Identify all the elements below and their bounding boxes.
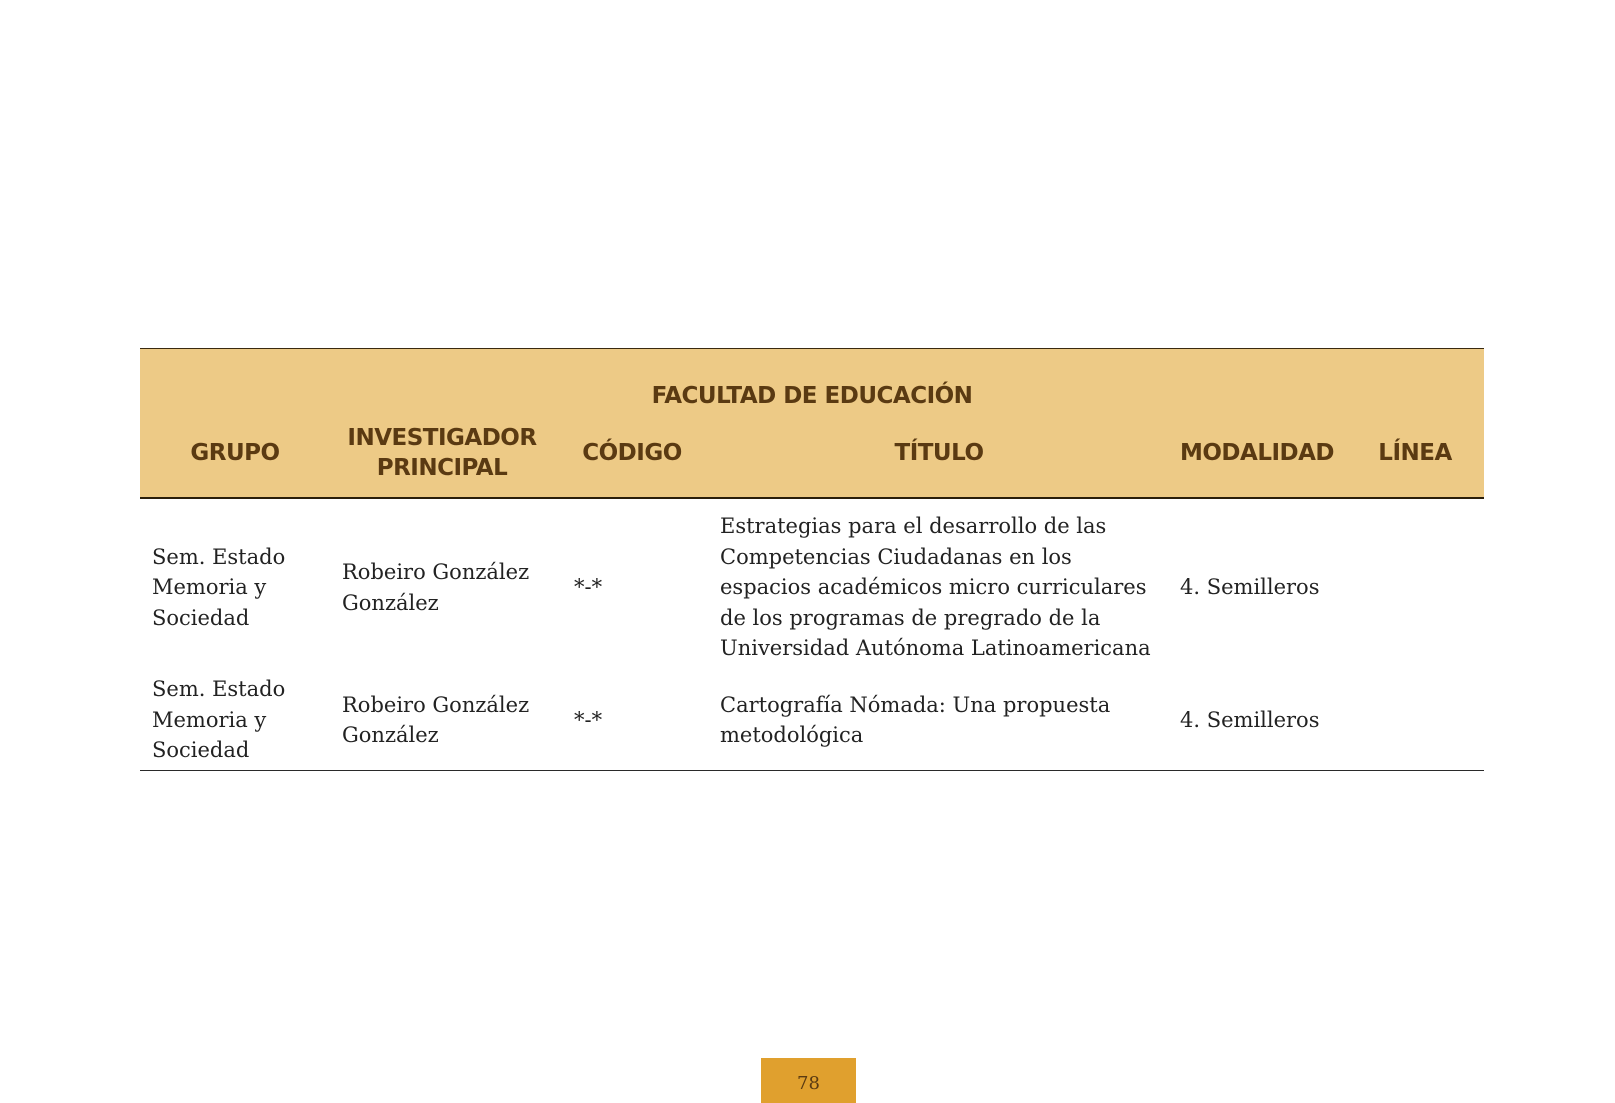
cell-modalidad: 4. Semilleros: [1180, 575, 1320, 600]
column-header-investigador: INVESTIGADOR PRINCIPAL: [330, 415, 554, 498]
column-header-modalidad: MODALIDAD: [1168, 415, 1346, 498]
column-header-grupo: GRUPO: [140, 415, 330, 498]
column-header-titulo: TÍTULO: [710, 415, 1168, 498]
faculty-title-text: FACULTAD DE EDUCACIÓN: [651, 383, 973, 409]
table-row: [140, 670, 1484, 771]
research-projects-table: [140, 348, 1484, 771]
cell-investigador: Robeiro González González: [330, 670, 554, 771]
table-row: [140, 498, 1484, 670]
cell-titulo: Cartografía Nómada: Una propuesta metodológica: [710, 670, 1168, 771]
table-header: [140, 349, 1484, 499]
table-body: [140, 498, 1484, 771]
cell-linea: [1346, 498, 1484, 670]
column-header-codigo: CÓDIGO: [554, 415, 710, 498]
faculty-title: [140, 349, 1484, 416]
cell-codigo: *-*: [554, 670, 710, 771]
column-header-row: [140, 415, 1484, 498]
cell-titulo: Estrategias para el desarrollo de las Competencias Ciudadanas en los espacios académicos micro curriculares de los programas de pregrado de la Universidad Autónoma Latinoamericana: [720, 514, 1151, 661]
column-header-linea: LÍNEA: [1346, 415, 1484, 498]
cell-codigo: *-*: [574, 575, 603, 600]
cell-investigador: Robeiro González González: [342, 560, 530, 615]
cell-grupo: Sem. Estado Memoria y Sociedad: [140, 670, 330, 771]
cell-modalidad: 4. Semilleros: [1168, 670, 1346, 771]
cell-grupo: Sem. Estado Memoria y Sociedad: [152, 544, 286, 630]
faculty-header-row: [140, 349, 1484, 416]
research-projects-table-wrapper: [140, 348, 1484, 771]
page-number: 78: [761, 1058, 856, 1103]
cell-linea: [1346, 670, 1484, 771]
